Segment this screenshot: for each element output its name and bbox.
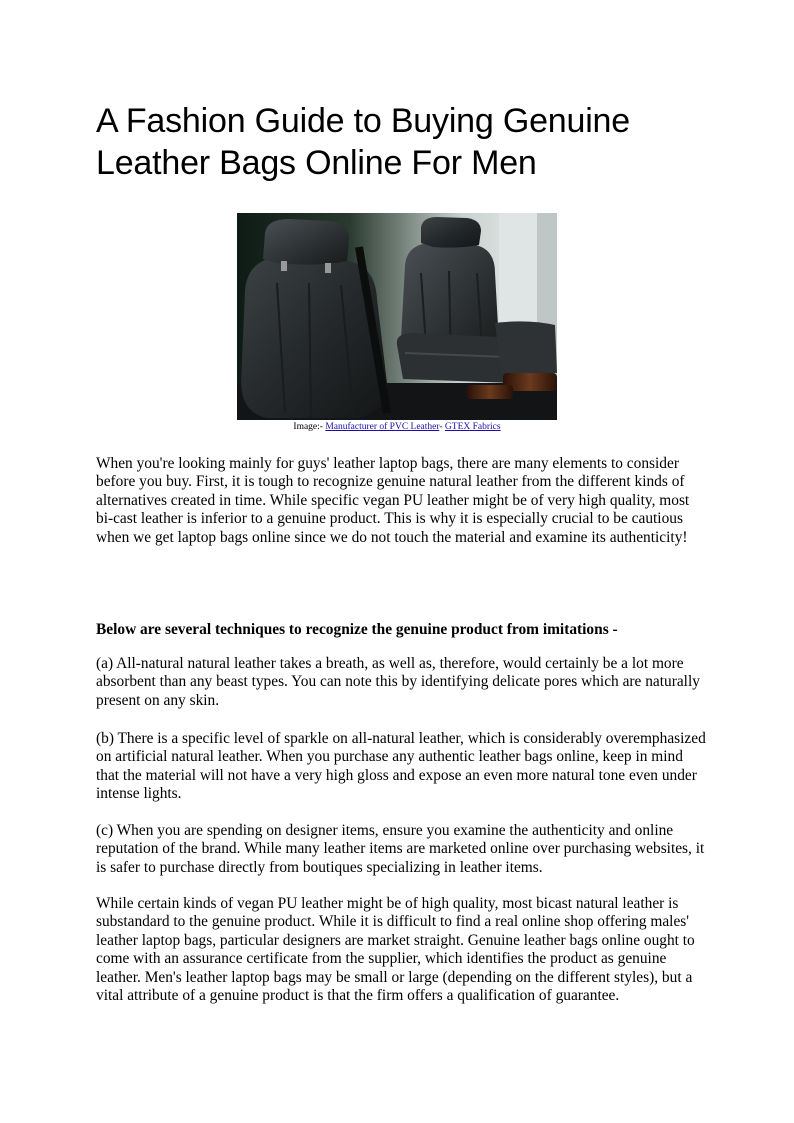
intro-paragraph: When you're looking mainly for guys' leather laptop bags, there are many elements to consider before you buy. First, it is tough to recognize genuine natural leather from the different kinds of alternatives created in time. While specific vegan PU leather might be of very high quality, most bi-cast leather is inferior to a genuine product. This is why it is especially crucial to be cautious when we get laptop bags online since we do not touch the material and examine its authenticity! [96, 455, 690, 546]
image-caption [0, 421, 794, 433]
point-c-paragraph: (c) When you are spending on designer items, ensure you examine the authenticity and online reputation of the brand. While many leather items are marketed online over purchasing websites, it is safer to purchase directly from boutiques specializing in leather items. [96, 822, 705, 876]
section-heading: Below are several techniques to recognize the genuine product from imitations - [96, 621, 618, 638]
car-seats-photo [237, 213, 557, 420]
article-title: A Fashion Guide to Buying Genuine Leather Bags Online For Men [96, 102, 630, 182]
manufacturer-link[interactable]: Manufacturer of PVC Leather [325, 422, 440, 432]
gtex-fabrics-link[interactable]: GTEX Fabrics [444, 422, 501, 432]
closing-paragraph: While certain kinds of vegan PU leather might be of high quality, most bicast natural leather is substandard to the genuine product. While it is difficult to find a real online shop offering males' leather laptop bags, particular designers are market straight. Genuine leather bags online ought to come with an assurance certificate from the supplier, which identifies the product as genuine leather. Men's leather laptop bags may be small or large (depending on the different styles), but a vital attribute of a genuine product is that the firm offers a qualification of guarantee. [96, 895, 695, 1005]
point-a-paragraph: (a) All-natural natural leather takes a breath, as well as, therefore, would certainly be a lot more absorbent than any beast types. You can note this by identifying delicate pores which are naturally present on any skin. [96, 655, 700, 709]
point-b-paragraph: (b) There is a specific level of sparkle on all-natural leather, which is considerably overemphasized on artificial natural leather. When you purchase any authentic leather bags online, keep in mind that the material will not have a very high gloss and expose an even more natural tone even under intense lights. [96, 730, 706, 803]
caption-prefix: Image:- [293, 422, 326, 432]
caption-separator: - [439, 422, 445, 432]
